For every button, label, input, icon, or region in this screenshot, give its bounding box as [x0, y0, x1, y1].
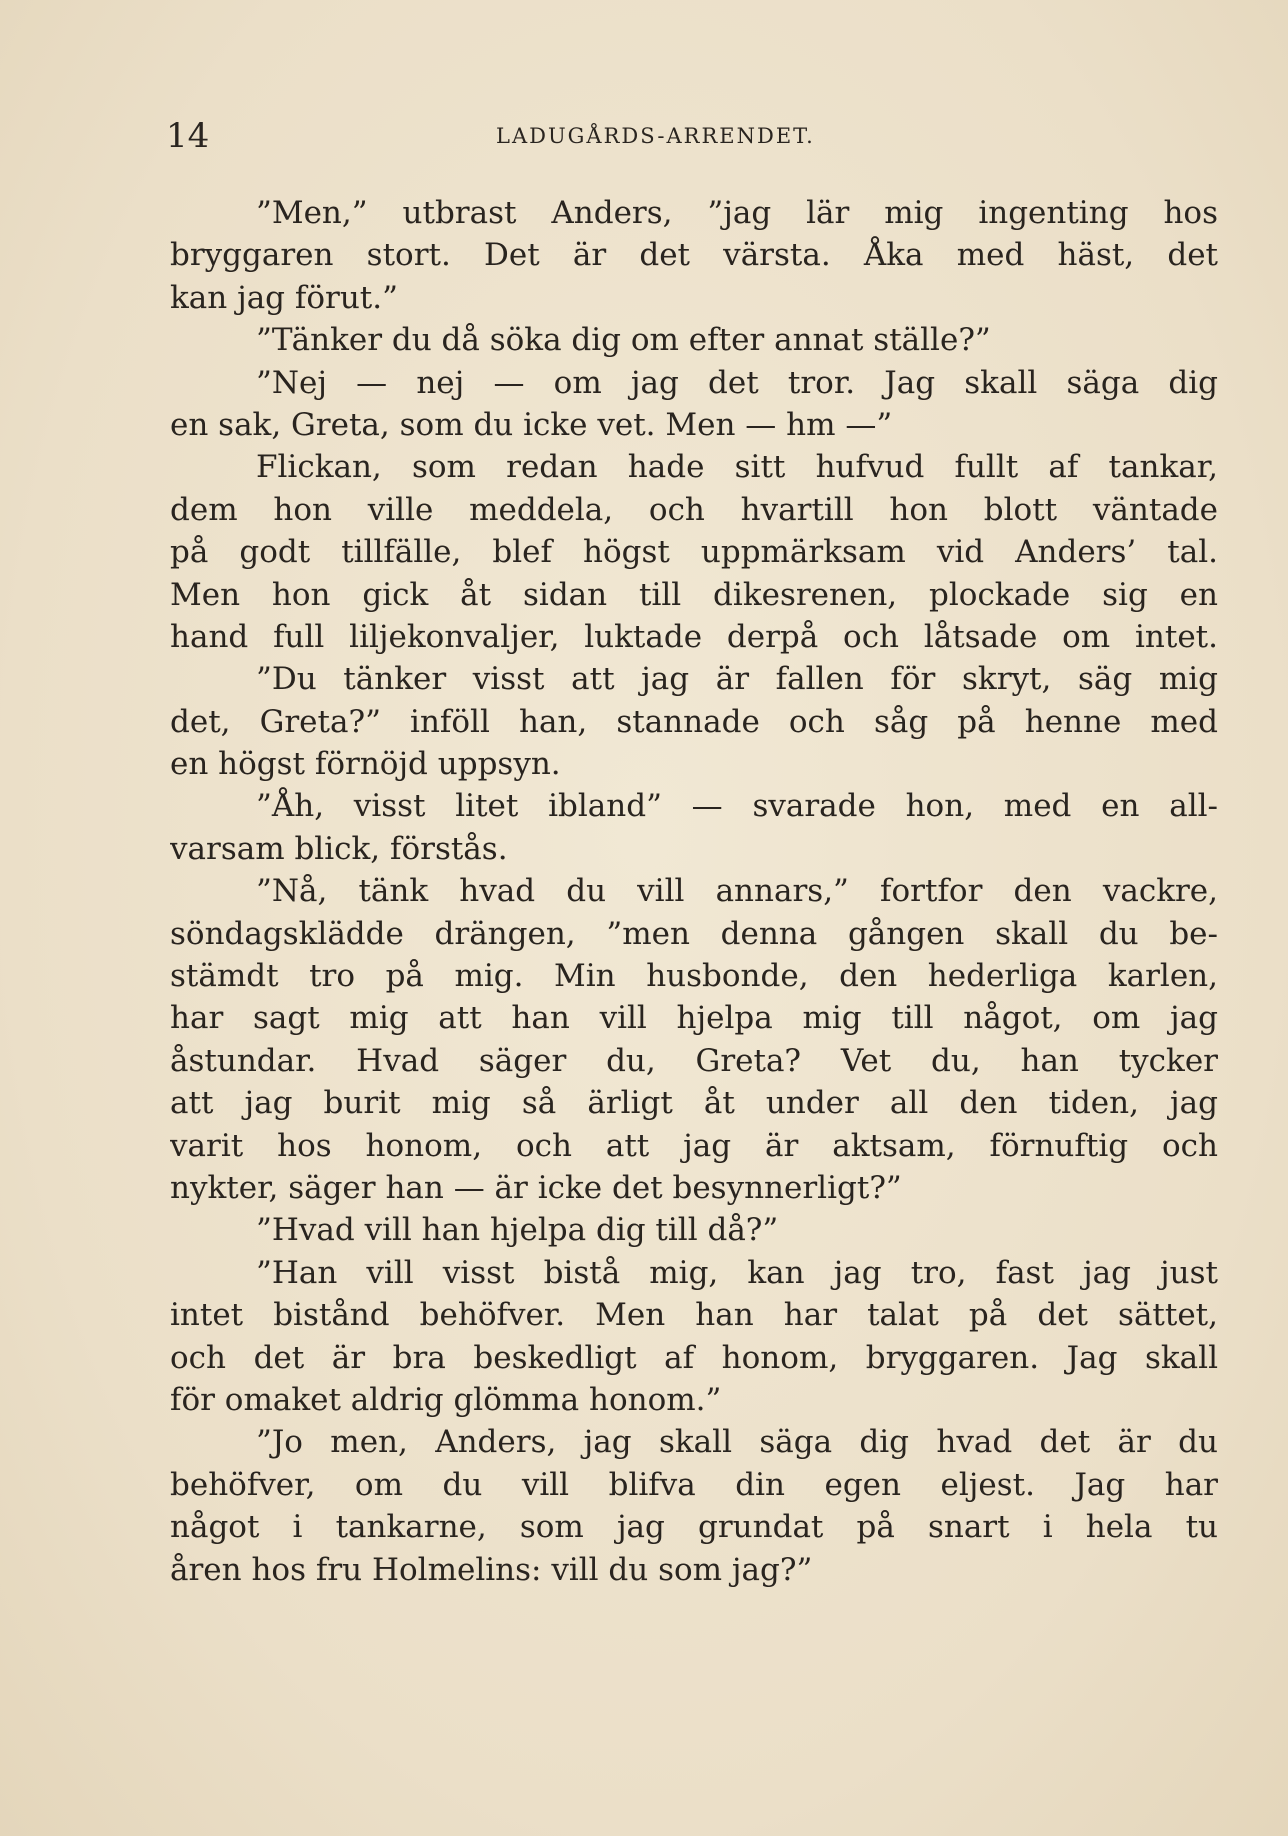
text-line: ”Tänker du då söka dig om efter annat ställe?”	[256, 322, 991, 359]
text-line: ”Hvad vill han hjelpa dig till då?”	[256, 1212, 779, 1249]
text-line: behöfver, om du vill blifva din egen eljest. Jag har	[170, 1466, 1218, 1503]
page-number: 14	[166, 116, 210, 156]
text-line: en högst förnöjd uppsyn.	[170, 746, 561, 783]
text-line: varsam blick, förstås.	[170, 830, 508, 867]
text-line: för omaket aldrig glömma honom.”	[170, 1381, 722, 1418]
text-line: intet bistånd behöfver. Men han har talat på det sättet,	[170, 1297, 1218, 1334]
text-line: ”Han vill visst bistå mig, kan jag tro, fast jag just	[256, 1254, 1218, 1291]
text-line: stämdt tro på mig. Min husbonde, den hederliga karlen,	[170, 958, 1218, 995]
text-line: det, Greta?” inföll han, stannade och såg på henne med	[170, 703, 1218, 740]
text-line: varit hos honom, och att jag är aktsam, förnuftig och	[170, 1127, 1218, 1164]
text-line: åstundar. Hvad säger du, Greta? Vet du, han tycker	[170, 1042, 1218, 1079]
text-line: har sagt mig att han vill hjelpa mig till något, om jag	[170, 1000, 1218, 1037]
body-text	[170, 192, 1218, 1591]
page-header	[166, 112, 1126, 162]
text-line: Men hon gick åt sidan till dikesrenen, plockade sig en	[170, 576, 1218, 613]
text-line: ”Men,” utbrast Anders, ”jag lär mig ingenting hos	[256, 195, 1218, 231]
text-line: nykter, säger han — är icke det besynnerligt?”	[170, 1169, 902, 1206]
text-line: ”Jo men, Anders, jag skall säga dig hvad det är du	[256, 1424, 1218, 1461]
text-line: att jag burit mig så ärligt åt under all den tiden, jag	[170, 1085, 1218, 1122]
text-line: på godt tillfälle, blef högst uppmärksam vid Anders’ tal.	[170, 534, 1218, 571]
running-head: LADUGÅRDS-ARRENDET.	[496, 124, 815, 148]
text-line: kan jag förut.”	[170, 279, 398, 316]
text-line: och det är bra beskedligt af honom, bryggaren. Jag skall	[170, 1339, 1218, 1376]
text-line: ”Åh, visst litet ibland” — svarade hon, med en all-	[256, 788, 1218, 825]
text-line: en sak, Greta, som du icke vet. Men — hm —”	[170, 406, 893, 443]
text-line: söndagsklädde drängen, ”men denna gången skall du be-	[170, 915, 1218, 952]
text-line: dem hon ville meddela, och hvartill hon blott väntade	[170, 491, 1218, 528]
text-line: bryggaren stort. Det är det värsta. Åka med häst, det	[170, 237, 1218, 274]
text-line: ”Nej — nej — om jag det tror. Jag skall säga dig	[256, 364, 1218, 401]
text-line: åren hos fru Holmelins: vill du som jag?”	[170, 1551, 813, 1588]
text-line: ”Nå, tänk hvad du vill annars,” fortfor den vackre,	[256, 873, 1218, 910]
text-line: ”Du tänker visst att jag är fallen för skryt, säg mig	[256, 661, 1218, 698]
text-line: hand full liljekonvaljer, luktade derpå och låtsade om intet.	[170, 618, 1218, 655]
text-line: Flickan, som redan hade sitt hufvud fullt af tankar,	[256, 449, 1218, 486]
text-line: något i tankarne, som jag grundat på snart i hela tu	[170, 1509, 1218, 1546]
